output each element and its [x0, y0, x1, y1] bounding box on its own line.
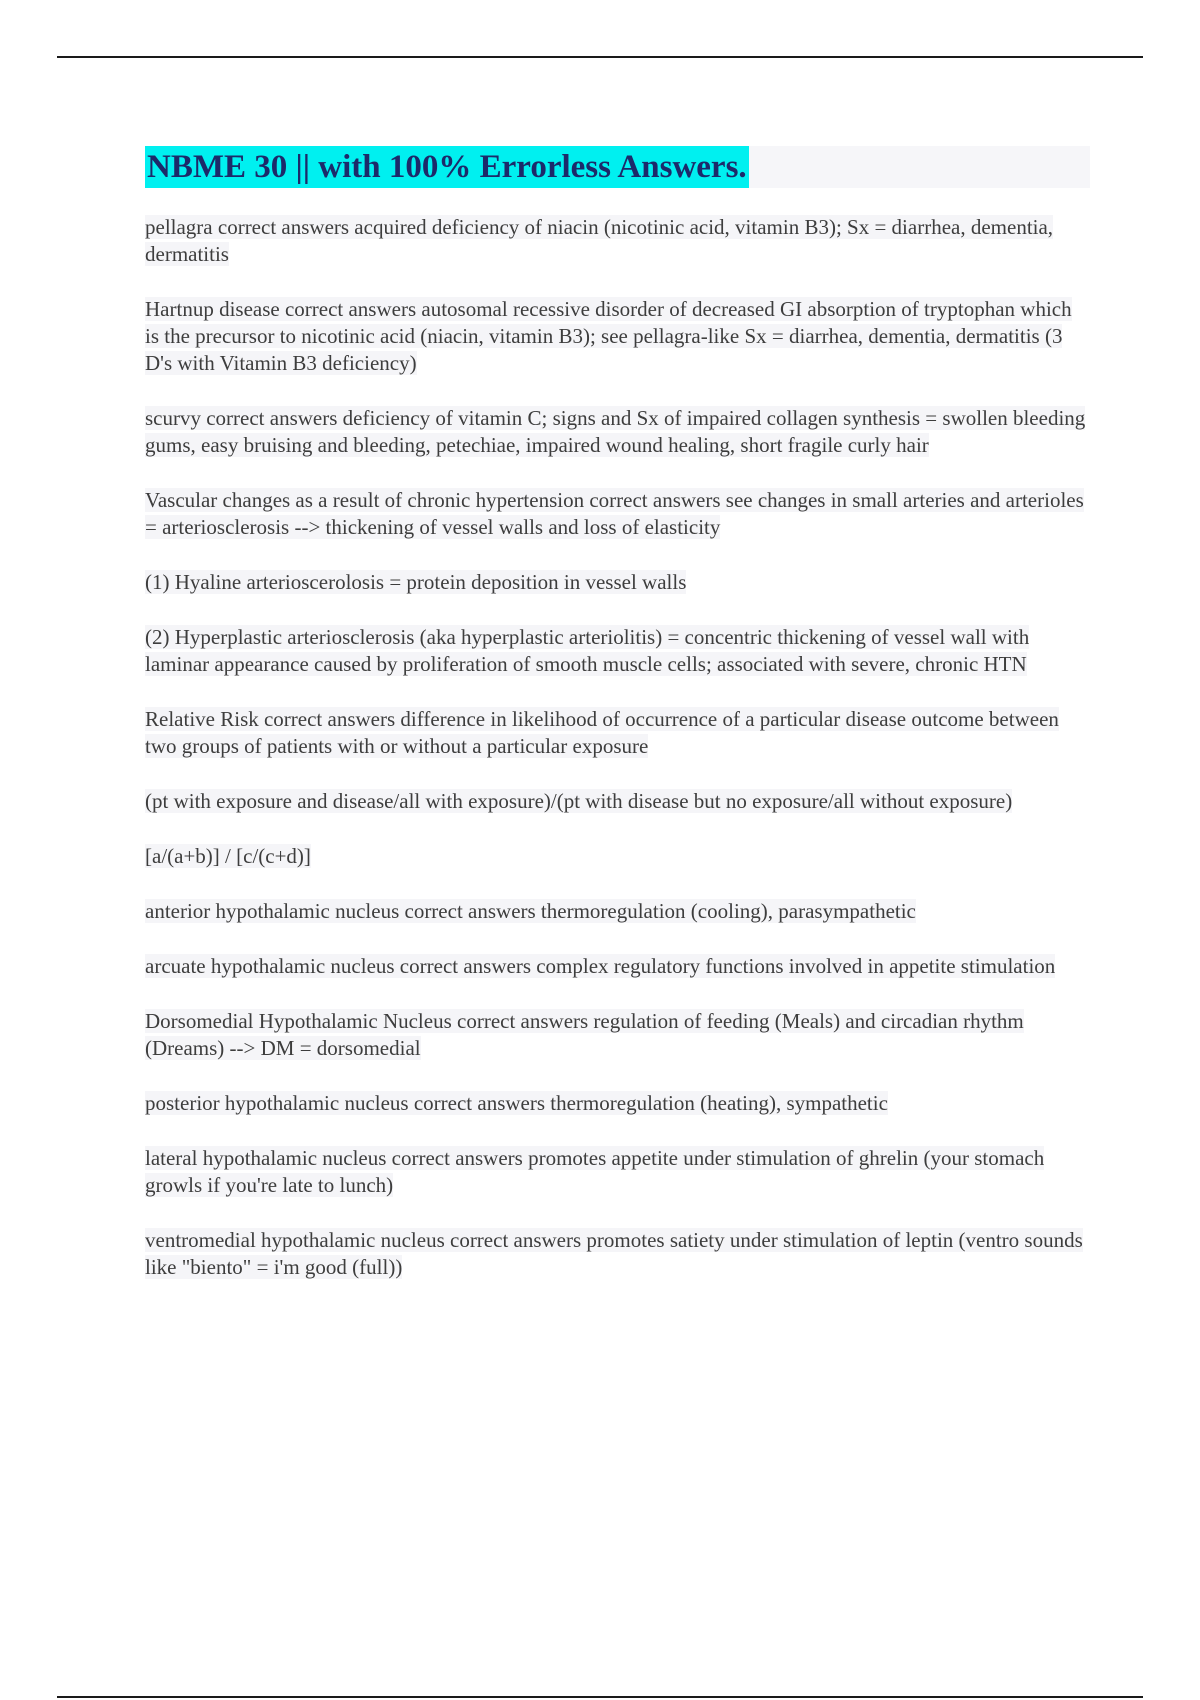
top-rule	[57, 56, 1143, 58]
paragraph-hyaline	[145, 569, 1090, 596]
paragraph-text: Vascular changes as a result of chronic hypertension correct answers see changes in small arteries and arterioles = arteriosclerosis --> thickening of vessel walls and loss of elasticity	[145, 488, 1084, 539]
paragraph-anterior-nucleus	[145, 898, 1090, 925]
paragraph-text: pellagra correct answers acquired deficiency of niacin (nicotinic acid, vitamin B3); Sx = diarrhea, dementia, dermatitis	[145, 215, 1054, 266]
paragraph-posterior-nucleus	[145, 1090, 1090, 1117]
paragraph-hartnup	[145, 296, 1090, 377]
title-bar	[145, 146, 1090, 188]
paragraph-rr-formula-words	[145, 788, 1090, 815]
bottom-rule	[57, 1696, 1143, 1698]
paragraph-scurvy	[145, 405, 1090, 459]
paragraph-text: lateral hypothalamic nucleus correct answers promotes appetite under stimulation of ghrelin (your stomach growls if you're late to lunch)	[145, 1146, 1045, 1197]
paragraph-text: Dorsomedial Hypothalamic Nucleus correct answers regulation of feeding (Meals) and circadian rhythm (Dreams) --> DM = dorsomedial	[145, 1009, 1024, 1060]
paragraph-ventromedial-nucleus	[145, 1227, 1090, 1281]
paragraph-text: ventromedial hypothalamic nucleus correct answers promotes satiety under stimulation of leptin (ventro sounds like "biento" = i'm good (full))	[145, 1228, 1083, 1279]
paragraph-text: scurvy correct answers deficiency of vitamin C; signs and Sx of impaired collagen synthesis = swollen bleeding gums, easy bruising and bleeding, petechiae, impaired wound healing, short fragile curly hair	[145, 406, 1086, 457]
paragraph-hyperplastic	[145, 624, 1090, 678]
document-body	[145, 146, 1090, 1309]
paragraph-lateral-nucleus	[145, 1145, 1090, 1199]
paragraph-text: arcuate hypothalamic nucleus correct answers complex regulatory functions involved in appetite stimulation	[145, 954, 1056, 978]
paragraph-text: anterior hypothalamic nucleus correct answers thermoregulation (cooling), parasympathetic	[145, 899, 916, 923]
paragraph-text: (1) Hyaline arterioscerolosis = protein deposition in vessel walls	[145, 570, 687, 594]
paragraph-text: (2) Hyperplastic arteriosclerosis (aka hyperplastic arteriolitis) = concentric thickening of vessel wall with laminar appearance caused by proliferation of smooth muscle cells; associated with severe, chronic HTN	[145, 625, 1030, 676]
paragraph-pellagra	[145, 214, 1090, 268]
document-title: NBME 30 || with 100% Errorless Answers.	[145, 146, 749, 188]
paragraph-arcuate-nucleus	[145, 953, 1090, 980]
paragraph-relative-risk	[145, 706, 1090, 760]
paragraph-vascular-changes	[145, 487, 1090, 541]
paragraph-text: (pt with exposure and disease/all with exposure)/(pt with disease but no exposure/all without exposure)	[145, 789, 1013, 813]
paragraph-rr-formula	[145, 843, 1090, 870]
paragraph-text: Hartnup disease correct answers autosomal recessive disorder of decreased GI absorption of tryptophan which is the precursor to nicotinic acid (niacin, vitamin B3); see pellagra-like Sx = diarrhea, dementia, dermatitis (3 D's with Vitamin B3 deficiency)	[145, 297, 1072, 375]
paragraph-dorsomedial-nucleus	[145, 1008, 1090, 1062]
paragraph-text: [a/(a+b)] / [c/(c+d)]	[145, 844, 311, 868]
paragraph-text: Relative Risk correct answers difference in likelihood of occurrence of a particular disease outcome between two groups of patients with or without a particular exposure	[145, 707, 1059, 758]
paragraph-text: posterior hypothalamic nucleus correct answers thermoregulation (heating), sympathetic	[145, 1091, 888, 1115]
